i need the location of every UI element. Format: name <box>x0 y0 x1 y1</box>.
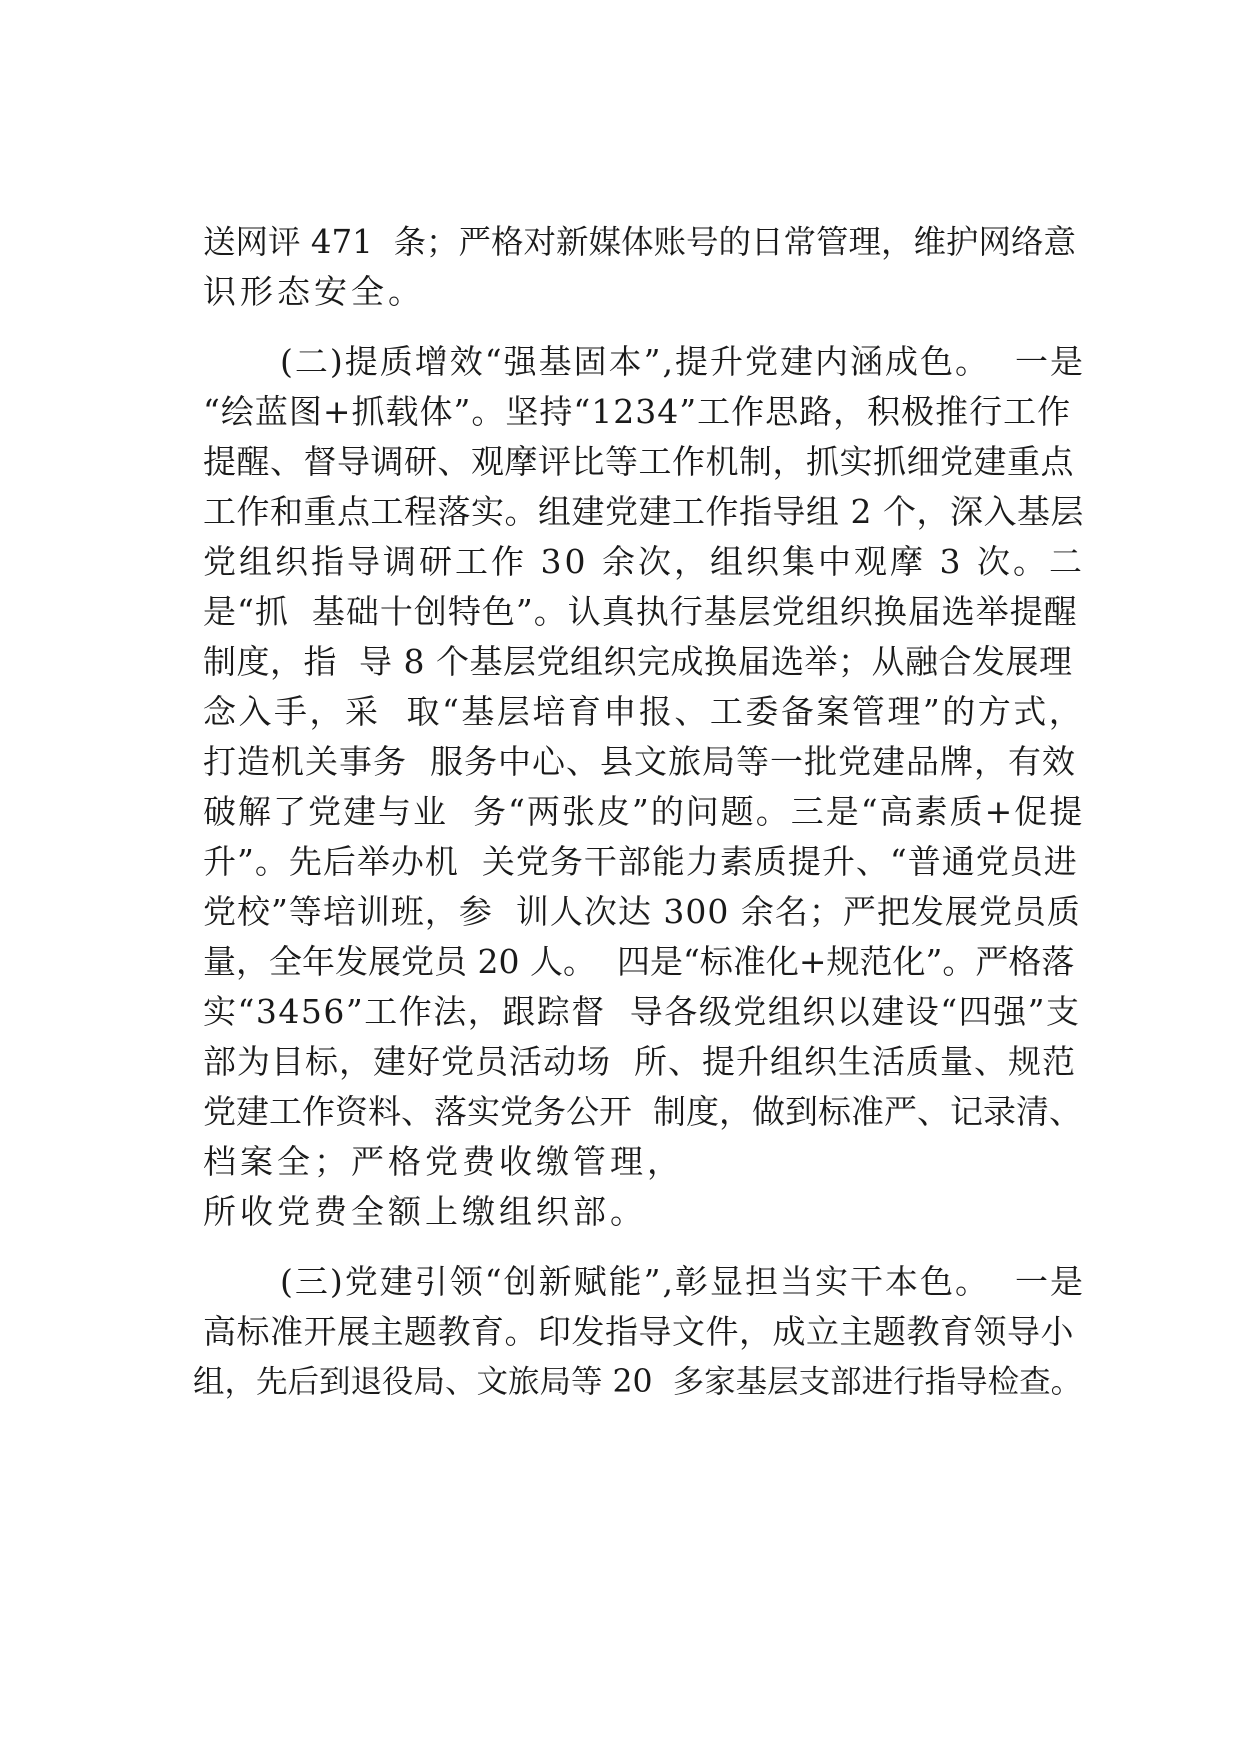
text-line-7: 党组织指导调研工作 30 余次，组织集中观摩 3 次。二 <box>203 542 1085 581</box>
text-line-1: 送网评 471 条；严格对新媒体账号的日常管理，维护网络意 <box>203 223 1077 261</box>
text-line-11: 打造机关事务 服务中心、县文旅局等一批党建品牌，有效 <box>203 742 1076 781</box>
text-line-19: 档案全；严格党费收缴管理， <box>203 1142 684 1181</box>
section-heading-3: (三)党建引领“创新赋能”,彰显担当实干本色。 一是 <box>280 1262 1085 1301</box>
text-line-15: 量，全年发展党员 20 人。 四是“标准化+规范化”。严格落 <box>203 942 1075 981</box>
text-line-4: “绘蓝图+抓载体”。坚持“1234”工作思路，积极推行工作 <box>203 392 1072 431</box>
text-line-22: 高标准开展主题教育。印发指导文件，成立主题教育领导小 <box>203 1312 1074 1351</box>
text-line-8: 是“抓 基础十创特色”。认真执行基层党组织换届选举提醒 <box>203 592 1078 631</box>
text-line-17: 部为目标，建好党员活动场 所、提升组织生活质量、规范 <box>203 1042 1076 1081</box>
text-line-9: 制度，指 导 8 个基层党组织完成换届选举；从融合发展理 <box>203 642 1073 681</box>
text-line-2: 识形态安全。 <box>203 272 425 311</box>
text-line-14: 党校”等培训班，参 训人次达 300 余名；严把发展党员质 <box>203 892 1081 931</box>
text-line-12: 破解了党建与业 务“两张皮”的问题。三是“高素质+促提 <box>203 792 1085 831</box>
section-heading-2: (二)提质增效“强基固本”,提升党建内涵成色。 一是 <box>280 342 1085 381</box>
text-line-6: 工作和重点工程落实。组建党建工作指导组 2 个，深入基层 <box>203 492 1084 531</box>
text-line-13: 升”。先后举办机 关党务干部能力素质提升、“普通党员进 <box>203 842 1078 881</box>
text-line-10: 念入手，采 取“基层培育申报、工委备案管理”的方式， <box>203 692 1085 731</box>
text-line-23: 组，先后到退役局、文旅局等 20 多家基层支部进行指导检查。 <box>193 1364 1083 1400</box>
text-line-20: 所收党费全额上缴组织部。 <box>203 1192 647 1231</box>
text-line-5: 提醒、督导调研、观摩评比等工作机制，抓实抓细党建重点 <box>203 442 1074 481</box>
text-line-18: 党建工作资料、落实党务公开 制度，做到标准严、记录清、 <box>203 1092 1082 1131</box>
text-line-16: 实“3456”工作法，跟踪督 导各级党组织以建设“四强”支 <box>203 992 1081 1031</box>
